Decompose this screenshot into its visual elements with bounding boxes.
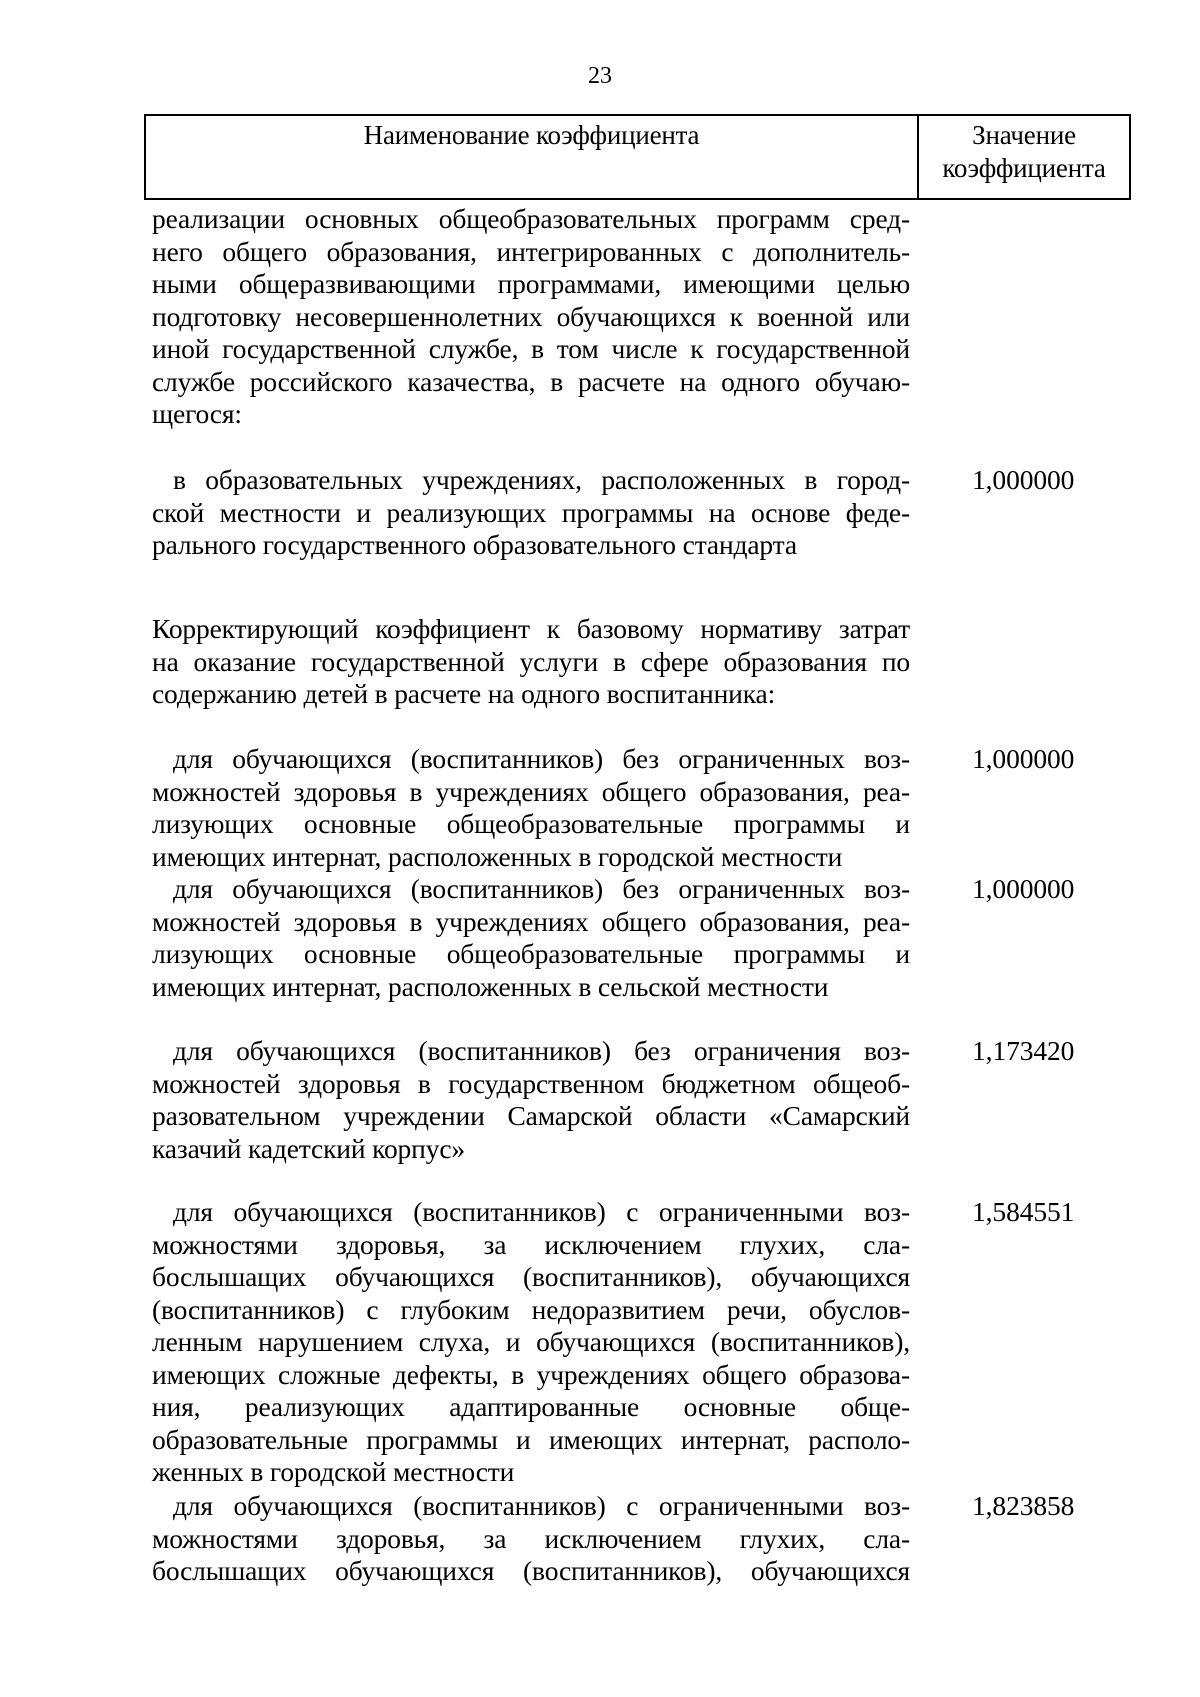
coefficient-row-cadet-corps [152, 1035, 910, 1165]
value-header-line-1: Значение [972, 120, 1076, 150]
coefficient-value: 1,173420 [972, 1035, 1075, 1066]
coefficient-table-header [144, 114, 1131, 200]
text-line: казачий кадетский корпус» [152, 1132, 465, 1164]
text-line: иной государственной службе, в том числе к государственной [152, 333, 910, 364]
text-line: лизующих основные общеобразовательные программы и [152, 938, 910, 969]
page-number: 23 [588, 63, 612, 89]
coefficient-row-urban-standard [152, 464, 910, 562]
text-line: можностей здоровья в учреждениях общего образования, реа- [152, 775, 910, 807]
text-line: Корректирующий коэффициент к базовому нормативу затрат [152, 613, 910, 644]
text-line: для обучающихся (воспитанников) с ограниченными воз- [173, 1490, 910, 1521]
text-line: для обучающихся (воспитанников) без ограниченных воз- [173, 743, 910, 774]
coefficient-value: 1,584551 [972, 1196, 1075, 1227]
text-line: службе российского казачества, в расчете на одного обучаю- [152, 365, 910, 397]
text-line: рального государственного образовательного стандарта [152, 529, 797, 560]
text-line: разовательном учреждении Самарской области «Самарский [152, 1100, 910, 1131]
text-line: бослышащих обучающихся (воспитанников), обучающихся [152, 1261, 910, 1292]
text-line: ными общеразвивающими программами, имеющими целью [152, 268, 910, 299]
text-line: в образовательных учреждениях, расположенных в город- [173, 464, 910, 495]
coefficient-value: 1,000000 [972, 743, 1075, 774]
text-line: имеющих интернат, расположенных в сельской местности [152, 970, 829, 1002]
text-line: бослышащих обучающихся (воспитанников), обучающихся [152, 1555, 910, 1586]
coefficient-value: 1,823858 [972, 1490, 1075, 1521]
coefficient-row-disabilities-continued [152, 1490, 910, 1588]
text-line: можностей здоровья в учреждениях общего образования, реа- [152, 905, 910, 937]
coefficient-value: 1,000000 [972, 464, 1075, 495]
text-line: для обучающихся (воспитанников) без ограниченных воз- [173, 873, 910, 904]
text-line: для обучающихся (воспитанников) без ограничения воз- [173, 1035, 910, 1066]
text-line: ленным нарушением слуха, и обучающихся (воспитанников), [152, 1326, 910, 1357]
text-line: можностей здоровья в государственном бюджетном общеоб- [152, 1067, 910, 1099]
coefficient-value-column-header [919, 116, 1129, 198]
coefficient-row-urban-boarding [152, 743, 910, 873]
text-line: (воспитанников) с глубоким недоразвитием речи, обуслов- [152, 1293, 910, 1325]
text-line: содержанию детей в расчете на одного воспитанника: [152, 678, 776, 709]
text-line: ской местности и реализующих программы на основе феде- [152, 496, 910, 528]
text-line: реализации основных общеобразовательных программ сред- [152, 203, 910, 234]
text-line: можностями здоровья, за исключением глухих, сла- [152, 1228, 910, 1260]
text-line: образовательные программы и имеющих интернат, располо- [152, 1423, 910, 1455]
text-line: для обучающихся (воспитанников) с ограниченными воз- [173, 1196, 910, 1227]
text-line: лизующих основные общеобразовательные программы и [152, 808, 910, 839]
correcting-coefficient-heading [152, 613, 910, 711]
text-line: подготовку несовершеннолетних обучающихся к военной или [152, 300, 910, 332]
text-line: него общего образования, интегрированных с дополнитель- [152, 235, 910, 267]
text-line: можностями здоровья, за исключением глухих, сла- [152, 1522, 910, 1554]
continuation-paragraph [152, 203, 910, 431]
coefficient-value: 1,000000 [972, 873, 1075, 904]
text-line: на оказание государственной услуги в сфере образования по [152, 645, 910, 677]
text-line: женных в городской местности [152, 1456, 515, 1487]
value-header-line-2: коэффициента [942, 153, 1106, 183]
coefficient-name-column-header: Наименование коэффициента [146, 116, 919, 198]
text-line: ния, реализующих адаптированные основные обще- [152, 1391, 910, 1422]
coefficient-row-rural-boarding [152, 873, 910, 1003]
text-line: имеющих интернат, расположенных в городской местности [152, 840, 843, 872]
text-line: щегося: [152, 398, 242, 429]
coefficient-row-disabilities-urban [152, 1196, 910, 1489]
text-line: имеющих сложные дефекты, в учреждениях общего образова- [152, 1358, 910, 1390]
